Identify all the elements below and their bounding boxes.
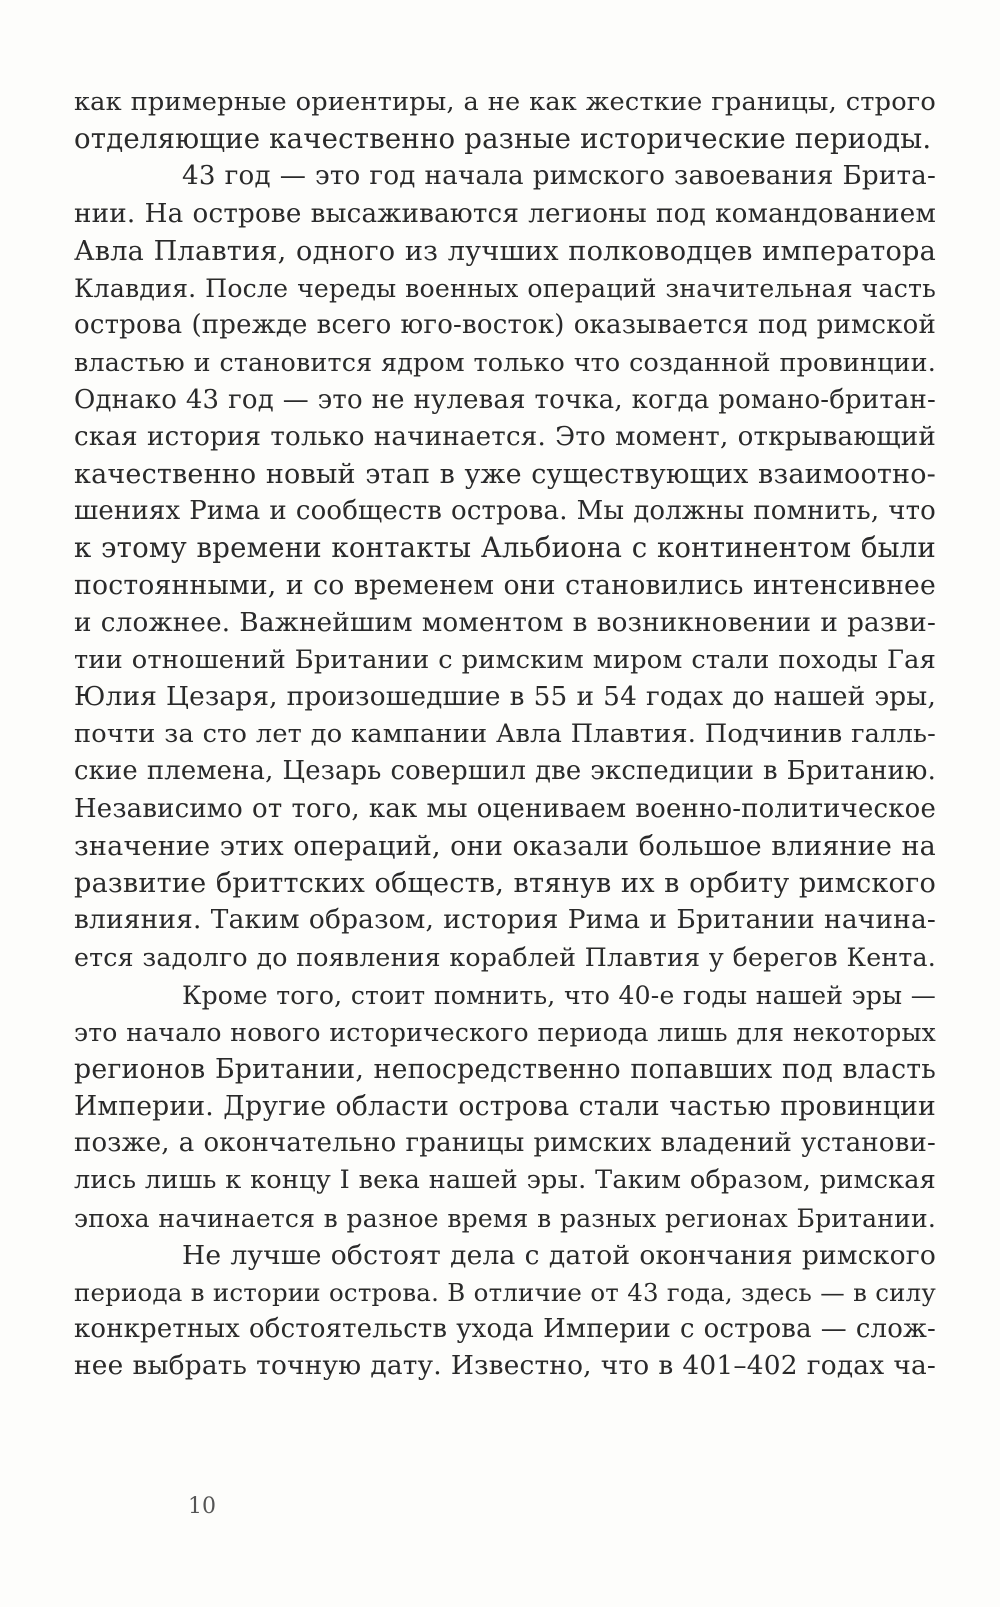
text-line: нии. На острове высаживаются легионы под командованием — [74, 198, 936, 229]
text-line: развитие бриттских обществ, втянув их в орбиту римского — [74, 867, 936, 899]
text-line: Однако 43 год — это не нулевая точка, когда романо-британ- — [74, 384, 936, 415]
text-line: эпоха начинается в разное время в разных регионах Британии. — [74, 1203, 936, 1233]
text-line: периода в истории острова. В отличие от 43 года, здесь — в силу — [74, 1278, 936, 1307]
text-line: Авла Плавтия, одного из лучших полководцев императора — [74, 235, 936, 267]
text-line: почти за сто лет до кампании Авла Плавтия. Подчинив галль- — [74, 719, 936, 750]
text-line: тии отношений Британии с римским миром стали походы Гая — [74, 644, 936, 675]
paragraph-first-line: Не лучше обстоят дела с датой окончания римского — [182, 1239, 936, 1271]
text-line: шениях Рима и сообществ острова. Мы должны помнить, что — [74, 496, 936, 527]
text-line: Империи. Другие области острова стали частью провинции — [74, 1091, 936, 1123]
text-line: конкретных обстоятельств ухода Империи с острова — слож- — [74, 1314, 936, 1345]
text-line: нее выбрать точную дату. Известно, что в 401–402 годах ча- — [74, 1351, 936, 1382]
text-line: властью и становится ядром только что созданной провинции. — [74, 347, 936, 378]
text-line: острова (прежде всего юго-восток) оказывается под римской — [74, 310, 936, 341]
text-line: как примерные ориентиры, а не как жесткие границы, строго — [74, 87, 936, 117]
text-line: позже, а окончательно границы римских владений установи- — [74, 1128, 936, 1159]
text-line: Независимо от того, как мы оцениваем военно-политическое — [74, 793, 936, 824]
page-number: 10 — [188, 1494, 216, 1519]
paragraph-first-line: Кроме того, стоит помнить, что 40-е годы нашей эры — — [182, 980, 936, 1010]
text-line: ская история только начинается. Это момент, открывающий — [74, 421, 936, 452]
text-line: влияния. Таким образом, история Рима и Британии начина- — [74, 905, 936, 936]
body-text — [74, 84, 936, 1386]
text-line: ется задолго до появления кораблей Плавтия у берегов Кента. — [74, 943, 936, 973]
text-line: регионов Британии, непосредственно попавших под власть — [74, 1053, 936, 1085]
text-line: качественно новый этап в уже существующих взаимоотно- — [74, 458, 936, 490]
text-line: к этому времени контакты Альбиона с континентом были — [74, 532, 936, 565]
text-line: ские племена, Цезарь совершил две экспедиции в Британию. — [74, 756, 936, 787]
text-line: отделяющие качественно разные исторические периоды. — [74, 123, 932, 156]
text-line: Юлия Цезаря, произошедшие в 55 и 54 годах до нашей эры, — [74, 682, 936, 712]
paragraph-first-line: 43 год — это год начала римского завоевания Брита- — [182, 161, 936, 192]
text-line: и сложнее. Важнейшим моментом в возникновении и разви- — [74, 607, 936, 638]
text-line: это начало нового исторического периода лишь для некоторых — [74, 1017, 936, 1047]
text-line: постоянными, и со временем они становились интенсивнее — [74, 570, 936, 602]
text-line: лись лишь к концу I века нашей эры. Таким образом, римская — [74, 1165, 936, 1196]
text-line: значение этих операций, они оказали большое влияние на — [74, 830, 936, 862]
text-line: Клавдия. После череды военных операций значительная часть — [74, 273, 936, 303]
